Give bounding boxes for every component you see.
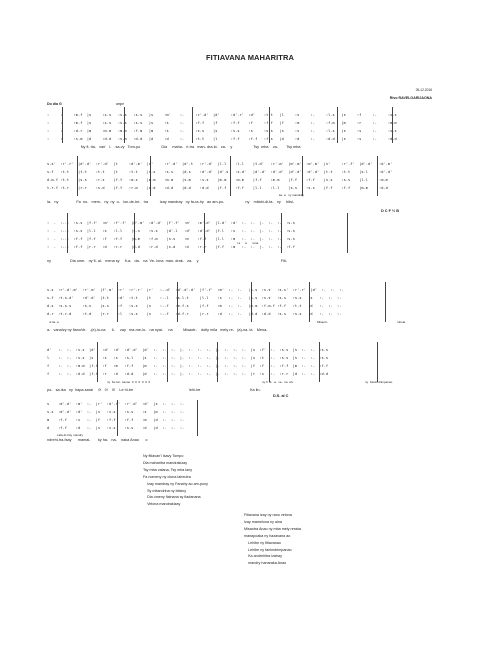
- soprano-line: s.s :r'.d'.m' :r'.m' |f'.m' :r' :r'.r' |r' :-.d' :d'.d'.d' |f'.f' :m' :- :- |s.s :s.s :s.s' :r'.r' |d' :- :- :-: [47, 288, 344, 292]
- lyrics-line: la- ny Fa no- mem- ny ny o- lon-de-he- tra Izay mandray ny fa-ra-hy ao am-po- ny mitahi-di-ta- ny bitsi-: [47, 200, 295, 204]
- repeat-mark: D.S. al C: [273, 394, 289, 398]
- score-system-5: [47, 342, 447, 394]
- voice-annotation: ny Fe-lon sanoe 0 0 0 0 0 0: [107, 380, 151, 384]
- composer-name: Rivo RAVELOARIJAONA: [389, 96, 432, 100]
- bass-line: : : :s.m |d :d.d :s.m :d.d |d :d :- :t.t |l :f.f :f.f :f.s |d :d :- :d.d |s :s :- :d.d: [47, 137, 397, 141]
- lyrics-stanza-line: Sy mitandrina ny bitsiny: [143, 488, 187, 493]
- score-system-3: [47, 209, 447, 265]
- voice-annotation: ke- a ny mandray: [279, 193, 304, 197]
- bass-line: d :f.f :d :- |s :s.s :s.s :d |d :- :- :-: [47, 426, 185, 430]
- lyrics-line: ny Dia ome- ny fi- ai- mena sy fi-a- da- na Ve- lona man- drak- za- y Fiti-: [47, 259, 288, 263]
- lyrics-stanza-line: Misaotra Anao ny mba mely reraka: [244, 526, 301, 531]
- lyrics-stanza-line: Fa nomeny ny olona laheutra: [143, 474, 191, 479]
- tenor-line: f :- :- :m.m |f.f :f :m :f.f |m :- :- :- |- :- :- :- |- :- :- :- |f :f :- :f.f |m :- :- :f.f: [47, 364, 329, 368]
- soprano-line: s.s' :r'.r' |d'.d' :r'.d' |t :d'.m' |d' :r'.d' |d'.t :r'.d' |l.l :l.l |t.d' :r'.m' |m'.m' :m'.m' |s' :r'.f' |d'.d' :d'.m': [47, 162, 393, 166]
- soprano-line: : : :m.f |s :s.s :s.s :s.s |s :m' :- :r'.d' |d' :d'.r' :d' :t.t |l :s :- :l.s |s :f :- :s.s: [47, 113, 397, 117]
- voice-annotation: Lafa-fo-hay mandry: [57, 433, 84, 437]
- tenor-line: d.m.f :t.t |s.s :r.s |f.f :m.s |m.m :m.m |s.m :s.s |m.m :m.m |f.f :m.m |f.f :f.f |s.s :s.s |l.l :m.m: [47, 178, 388, 182]
- lyrics-stanza-line: Velona mandrakizay: [143, 502, 181, 507]
- voice-annotation: l a a lona: [237, 241, 259, 245]
- lyrics-stanza-1: [143, 453, 208, 508]
- barline: [377, 342, 378, 382]
- lyrics-stanza-line: Ka andrehitra izahay: [244, 554, 282, 559]
- lyrics-stanza-line: Fitiavana izay ny rano velona: [244, 513, 292, 517]
- lyrics-stanza-line: mandry hanaraka Anao: [244, 561, 287, 566]
- bass-line: : - :-.: :f.f |r.r :d :r.r |d.d :r.d |s.d :d :r.r |f.f :m :- :- |- :- :- :f.f: [47, 245, 295, 249]
- score-system-2: [47, 156, 447, 206]
- tenor-line: d.s :s.s.s :s.s |s.s :f :s.s |s :-.f :m.f.s |f.f :m :- :- |m.m :f.m.f :f.f :t.t |d :- :- :-: [47, 304, 342, 308]
- alto-line: s.f :t.s.d' :d'.d' |t.t :d' :t.t |t :-.l :s.l.t |l.l :s :- :- |s.s :s.s :s.s :s.s |s :- :- :-: [47, 296, 342, 300]
- lyrics-stanza-line: Dia omeny fiainana sy fiadanana: [143, 495, 201, 500]
- lyrics-line: ndrehi-tra-fsay mamai- ky ha- na- naka Anao o: [47, 438, 148, 442]
- lyrics-line: a- vanaIzy ny fianoVe- -(e)-lo-na li- zay ma-me-lo- na nyai- na Misaotr- dotiy mila mely re- (a)-na- la Mena-: [47, 328, 268, 332]
- section-mark: D C F ½ B: [381, 209, 399, 213]
- lyrics-line: Ny fi- tia- van' i- sa-vy Tom-po Dia maha- ri-tra man- dra-ki- za- y Tsy mba va- Tsy mba: [47, 145, 301, 149]
- bass-line: d.r :t.r.d :t.d |r.r :l :s.s |s :-.f :d.f.r |r.r :d :- :- |d.d :d.d :s.s :s.s |d :- :- :-: [47, 312, 342, 316]
- soprano-line: : - :-.: :s.s |f.f' :m' :f'.f' |d'.m' :d'.d' |f'.f' :m' :m'.d' |l.d' :d' :- :- |- :- :- :s.s: [47, 221, 295, 225]
- lyrics-stanza-line: Izay mandray ny Fanahy ao am-pony: [143, 481, 208, 486]
- barline: [347, 213, 348, 253]
- lyrics-stanza-line: manapoaka ny hazavana ao: [244, 533, 291, 538]
- lyrics-stanza-line: Lehibe ny fitiavanao: [244, 540, 281, 545]
- lyrics-stanza-line: Tsy mba vaiana, Tsy mba lany: [143, 467, 193, 472]
- tempo-style: ampe: [116, 102, 124, 106]
- score-system-4: [47, 282, 447, 336]
- lyrics-stanza-line: Lehibe ny fanimdrimpanao: [244, 547, 292, 552]
- tenor-line: m :f.f :s :- |f :f.f :f.f :m |d :- :- :-: [47, 418, 185, 422]
- bass-line: t.r.f :t.r |r.r :s.d |f.f :r.m |d.d :d.d |d.d :d.d |f.f :f.f |l.l :l.l |s.s :s.s |f.f :f.f |m.m :d.d: [47, 186, 388, 190]
- soprano-line: s :d'.d' :m' :- |r' :d'.r' :r'.d' :d' |s :- :- :-: [47, 402, 185, 406]
- voice-annotation: Misaotr-: [317, 320, 328, 324]
- composition-date: 05-12-2016: [415, 88, 432, 92]
- voice-annotation: ny Fanimdrimpanao: [365, 380, 393, 384]
- alto-line: l :- :- :s.s |s :s :s :s.l |s :- :- :- |- :- :- :- |- :- :- :- |s :t :- :s.s |s :- :- :s.s: [47, 356, 329, 360]
- alto-line: : - :-.: :s.s |l.l :s :l.l |s.s :s.s |d'.l :d' :d'.d' |f.l :s :- :- |- :- :- :s.s: [47, 229, 295, 233]
- alto-line: : : :m.f |s :s.s :s.s :s.s |s :s :- :f.f |f :f.f :f :f.f |f :m :- :f.m |m :r :- :m.m: [47, 121, 397, 125]
- lyrics-stanza-line: Izay mamelona ny aina: [244, 519, 282, 524]
- lyrics-stanza-line: Ny fitiavan'i Isavy Tompo: [143, 454, 184, 458]
- key-signature: Do dia G: [47, 102, 62, 106]
- score-system-6: [47, 394, 447, 448]
- voice-annotation: ni tia a: [49, 320, 59, 324]
- alto-line: s.f :t.t |t.t :t.t |t :t.t |s.s :s.s |d.s :d'.d' |d'.s :s.d' |d'.d' :d'.d' |d'.d' :d'.d' |t.t :t.t |s.l :d'.d': [47, 170, 393, 174]
- barline: [197, 400, 198, 436]
- soprano-line: d' :- :- :s.s |d' :d' :d' :d'.d' |d' :- :- :- |- :- :- :- |- :- :- :- |s :f' :- :s.s |s :- :- :s.s: [47, 348, 329, 352]
- score-system-1: [47, 107, 447, 155]
- lyrics-stanza-2: [244, 512, 301, 567]
- voice-annotation: ny fi tii- a- ve- na ah-: [262, 380, 294, 384]
- score-title: FITIAVANA MAHARITRA: [206, 53, 294, 62]
- tenor-line: : : :d.r |m :m.m :m.m :f.m |m :s :- :s.s |s :s.s :s :s.s |s :s :- :l.s |s :s :- :s.s: [47, 129, 397, 133]
- voice-annotation: mbola: [397, 320, 406, 324]
- alto-line: s.s :d'.d' :d' :- |s :s.s :s.s :s |m :- :- :-: [47, 410, 185, 414]
- barline: [385, 282, 386, 322]
- bass-line: f :- :- :d.d |f.f :r :d :d.d |d :- :- :- |- :- :- :- |- :- :- :- |r :s :- :r.r |d :- :- :d.d: [47, 372, 329, 376]
- lyrics-stanza-line: Dia maharitra mandrakizay: [143, 460, 188, 465]
- lyrics-line: po- sa-ika ny hapa-sarai 0! 0! 0! Le hi-be lehi-be Ka lin-: [47, 388, 261, 392]
- tenor-line: : - :-.: :f.f |f.f :f :f.f |m.m :f.m |s.s :m :f.f |l.l :m :- :- |- :- :- :s.s: [47, 237, 295, 241]
